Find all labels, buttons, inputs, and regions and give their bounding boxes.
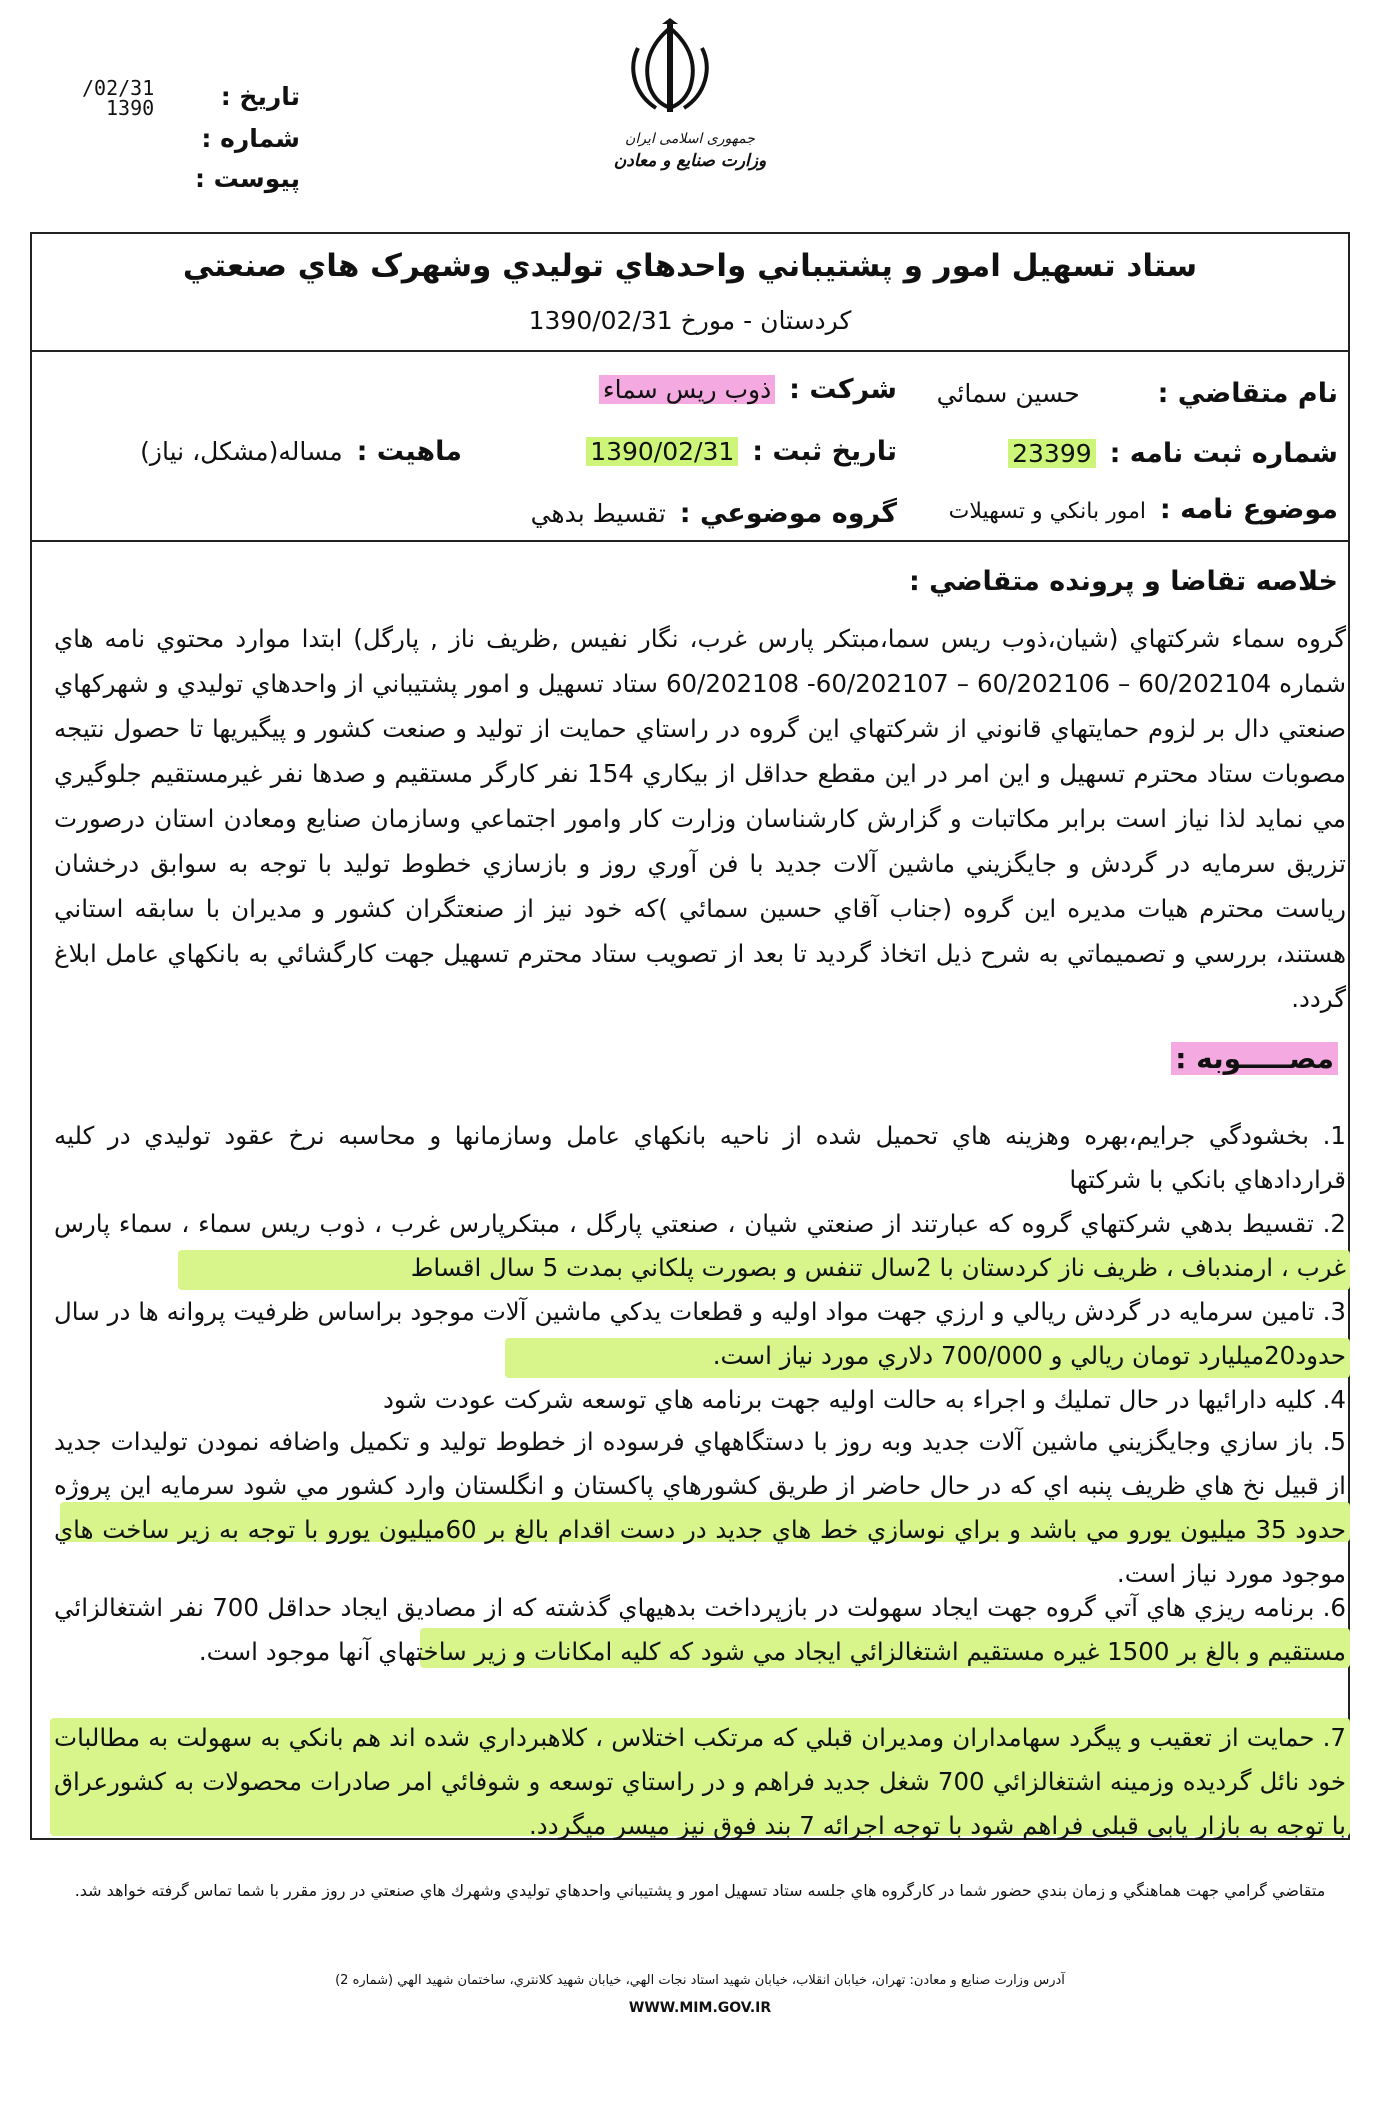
date-value-line2: 1390 bbox=[106, 96, 155, 120]
nature-label: ماهيت : bbox=[356, 436, 462, 467]
footer-website: WWW.MIM.GOV.IR bbox=[628, 2000, 772, 2016]
attachment-label: پیوست : bbox=[194, 164, 300, 193]
company-value: ذوب ريس سماء bbox=[599, 375, 775, 404]
ministry-line2: وزارت صنایع و معادن bbox=[613, 151, 767, 171]
company-label: شركت : bbox=[789, 374, 897, 405]
resolution-title bbox=[1171, 1042, 1338, 1075]
resolution-item-4: 4. كليه دارائيها در حال تمليك و اجراء به حالت اوليه جهت برنامه هاي توسعه شركت عودت شود bbox=[382, 1385, 1346, 1414]
subject-label: موضوع نامه : bbox=[1159, 494, 1338, 525]
resolution-item-3: 3. تامين سرمايه در گردش ريالي و ارزي جهت مواد اوليه و قطعات يدكي ماشين آلات موجود براساس ظرفيت پروانه ها در سال حدود20ميليارد تومان ريالي و 700/000 دلاري مورد نياز است. bbox=[54, 1297, 1346, 1370]
reg-number-value: 23399 bbox=[1008, 439, 1096, 468]
subject-value: امور بانكي و تسهيلات bbox=[948, 499, 1146, 524]
reg-number-label: شماره ثبت نامه : bbox=[1109, 438, 1338, 469]
form-title: ستاد تسهيل امور و پشتيباني واحدهاي توليدي وشهرک هاي صنعتي bbox=[182, 248, 1198, 284]
resolution-item-1: 1. بخشودگي جرايم،بهره وهزينه هاي تحميل شده از ناحيه بانكهاي عامل وسازمانها و محاسبه نرخ عقود توليدي در كليه قراردادهاي بانكي با شركتها bbox=[54, 1121, 1346, 1194]
form-subtitle: کردستان - مورخ 1390/02/31 bbox=[528, 306, 852, 335]
summary-text: گروه سماء شركتهاي (شيان،ذوب ريس سما،مبتكر پارس غرب، نگار نفيس ,ظريف ناز , پارگل) ابتدا موارد محتوي نامه هاي شماره 60/202104 – 60/202106 – 60/202107- 60/202108 ستاد تسهيل و امور پشتيباني از واحدهاي توليدي و شهركهاي صنعتي دال بر لزوم حمايتهاي قانوني از شركتهاي اين گروه در راستاي حمايت از توليد و صنعت كشور و پيگيريها تا حصول نتيجه مصوبات ستاد محترم تسهيل و اين امر در اين مقطع حداقل از بيكاري 154 نفر كارگر مستقيم و صدها نفر غيرمستقيم جلوگيري مي نمايد لذا نياز است برابر مكاتبات و گزارش كارشناسان وزارت كار وامور اجتماعي وسازمان صنايع ومعادن استان درصورت تزريق سرمايه در گردش و جايگزيني ماشين آلات جديد با فن آوري روز و بازسازي خطوط توليد با توجه به سوابق درخشان رياست محترم هيات مديره اين گروه (جناب آقاي حسين سمائي )كه خود نيز از صنعتگران كشور و مديران با سابقه استاني هستند، بررسي و تصميماتي به شرح ذيل اتخاذ گرديد تا بعد از تصويب ستاد محترم تسهيل جهت كارگشائي به بانكهاي عامل ابلاغ گردد. bbox=[54, 624, 1346, 1013]
reg-date-value: 1390/02/31 bbox=[586, 437, 738, 466]
footer-note: متقاضي گرامي جهت هماهنگي و زمان بندي حضور شما در كارگروه هاي جلسه ستاد تسهيل امور و پشتيباني واحدهاي توليدي وشهرك هاي صنعتي در روز مقرر با شما تماس گرفته خواهد شد. bbox=[74, 1881, 1326, 1900]
nature-value: مساله(مشكل، نياز) bbox=[140, 437, 343, 466]
group-field bbox=[531, 498, 897, 529]
divider-fields bbox=[30, 540, 1350, 542]
applicant-label: نام متقاضي : bbox=[1157, 378, 1338, 409]
resolution-item-7: 7. حمايت از تعقيب و پيگرد سهامداران ومديران قبلي كه مرتكب اختلاس ، كلاهبرداري شده اند هم بانكي به سهولت به مطالبات خود نائل گرديده وزمينه اشتغالزائي 700 شغل جديد فراهم و در راستاي توسعه و شوفائي امر صادرات محصولات به كشورعراق با توجه به بازار يابي قبلي فراهم شود با توجه اجرائه 7 بند فوق نيز ميسر ميگردد. bbox=[54, 1723, 1346, 1840]
number-label: شماره : bbox=[201, 124, 300, 153]
group-value: تقسيط بدهي bbox=[530, 499, 666, 528]
footer-address: آدرس وزارت صنايع و معادن: تهران، خيابان انقلاب، خيابان شهيد استاد نجات الهي، خيابان شهيد كلانتري، ساختمان شهيد الهي (شماره 2) bbox=[335, 1973, 1065, 1988]
subject-field bbox=[949, 494, 1338, 525]
nature-field bbox=[140, 436, 462, 467]
ministry-line1: جمهوری اسلامی ایران bbox=[625, 131, 755, 147]
ministry-name bbox=[590, 128, 790, 172]
applicant-field bbox=[937, 378, 1338, 409]
reg-number-field bbox=[1008, 438, 1338, 469]
resolution-title-text: مصـــــوبه : bbox=[1171, 1042, 1338, 1075]
header-meta bbox=[60, 60, 300, 200]
applicant-value: حسين سمائي bbox=[936, 379, 1080, 408]
resolution-item-6: 6. برنامه ريزي هاي آتي گروه جهت ايجاد سهولت در بازپرداخت بدهيهاي گذشته كه از مصاديق ايجاد حداقل 700 نفر اشتغالزائي مستقيم و بالغ بر 1500 غيره مستقيم اشتغالزائي ايجاد مي شود كه كليه امكانات و زير ساختهاي آنها موجود است. bbox=[54, 1593, 1346, 1666]
date-label: تاریخ : bbox=[220, 82, 300, 111]
iran-emblem-icon bbox=[622, 18, 718, 118]
reg-date-label: تاريخ ثبت : bbox=[752, 436, 897, 467]
group-label: گروه موضوعي : bbox=[679, 498, 897, 529]
divider-title bbox=[30, 350, 1350, 352]
resolution-item-5: 5. باز سازي وجايگزيني ماشين آلات جديد وبه روز با دستگاههاي فرسوده از خطوط توليد و تكميل واضافه نمودن توليدات جديد از قبيل نخ هاي ظريف پنبه اي كه در حال حاضر از طريق كشورهاي پاكستان و انگلستان وارد كشور مي شود سرمايه اين پروژه حدود 35 ميليون يورو مي باشد و براي نوسازي خط هاي جديد در دست اقدام بالغ بر 60ميليون يورو با توجه به زير ساخت هاي موجود مورد نياز است. bbox=[54, 1427, 1346, 1588]
company-field bbox=[599, 374, 897, 405]
resolution-item-2: 2. تقسيط بدهي شركتهاي گروه كه عبارتند از صنعتي شيان ، صنعتي پارگل ، مبتكرپارس غرب ، ذوب ريس سماء ، سماء پارس غرب ، ارمندباف ، ظريف ناز كردستان با 2سال تنفس و بصورت پلكاني بمدت 5 سال اقساط bbox=[54, 1209, 1346, 1282]
summary-title: خلاصه تقاضا و پرونده متقاضي : bbox=[908, 566, 1338, 597]
reg-date-field bbox=[586, 436, 897, 467]
date-value-line1: /02/31 bbox=[82, 76, 155, 100]
